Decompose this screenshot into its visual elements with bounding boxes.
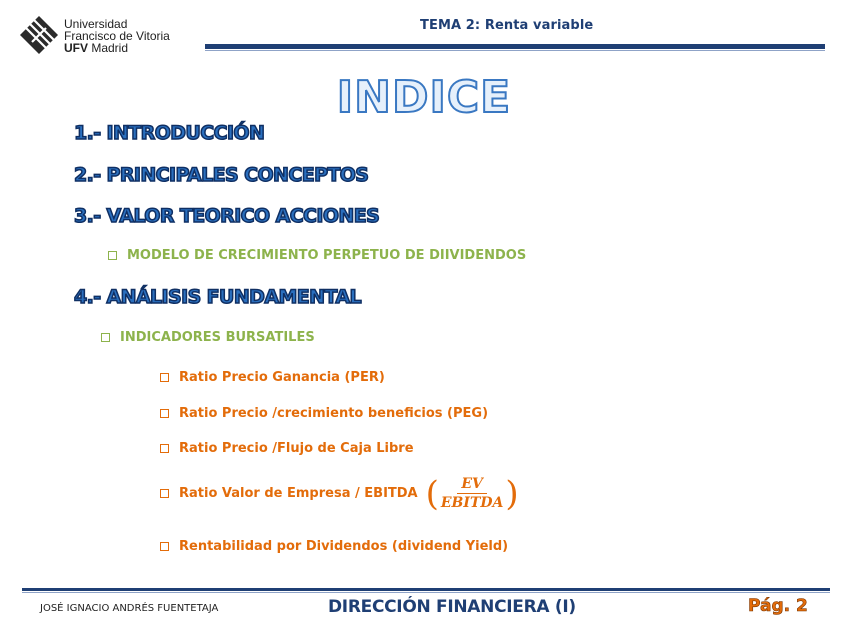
ratio-label: Ratio Valor de Empresa / EBITDA [179,486,418,501]
sub-item-modelo-crecimiento [108,248,526,263]
checkbox-bullet-icon [160,409,169,418]
ratio-dividend-yield [160,539,508,554]
section-introduccion: 1.- INTRODUCCIÓN [74,122,265,144]
formula-denominator: EBITDA [440,495,504,511]
page-number: Pág. 2 [748,596,808,616]
header-divider-thin [205,50,825,51]
sub-item-label: MODELO DE CRECIMIENTO PERPETUO DE DIIVIDENDOS [127,248,527,263]
ratio-label: Ratio Precio /crecimiento beneficios (PEG) [179,406,489,421]
ratio-label: Rentabilidad por Dividendos (dividend Yield) [179,539,509,554]
index-heading: INDICE [336,72,512,123]
section-valor-teorico: 3.- VALOR TEORICO ACCIONES [74,205,380,227]
ratio-ev-ebitda [160,473,519,514]
checkbox-bullet-icon [160,489,169,498]
checkbox-bullet-icon [108,251,117,260]
logo-madrid: Madrid [88,41,129,55]
footer-divider [22,588,830,591]
formula-open-paren: ( [425,473,439,514]
sub-item-label: INDICADORES BURSATILES [120,330,315,345]
logo-line-3 [64,42,170,54]
formula-fraction [439,476,505,511]
ratio-per [160,370,385,385]
ufv-emblem-icon [18,14,60,56]
ratio-peg [160,406,488,421]
sub-item-indicadores [101,330,315,345]
logo-ufv: UFV [64,41,88,55]
logo-line-1: Universidad [64,17,128,31]
logo-wordmark [64,18,170,54]
section-analisis-fundamental: 4.- ANÁLISIS FUNDAMENTAL [74,286,361,308]
formula-numerator: EV [457,476,487,494]
checkbox-bullet-icon [160,444,169,453]
formula-close-paren: ) [505,473,519,514]
ratio-flujo-caja [160,441,414,456]
slide-topic-title: TEMA 2: Renta variable [420,18,594,33]
checkbox-bullet-icon [160,373,169,382]
ratio-label: Ratio Precio Ganancia (PER) [179,370,385,385]
footer-divider-thin [22,592,830,593]
footer-course-title: DIRECCIÓN FINANCIERA (I) [328,597,576,617]
logo-line-2: Francisco de Vitoria [64,29,170,43]
section-principales-conceptos: 2.- PRINCIPALES CONCEPTOS [74,164,369,186]
ratio-label: Ratio Precio /Flujo de Caja Libre [179,441,414,456]
ev-ebitda-formula [425,473,519,514]
checkbox-bullet-icon [101,333,110,342]
footer-author: JOSÉ IGNACIO ANDRÉS FUENTETAJA [40,603,219,614]
header-divider [205,44,825,49]
checkbox-bullet-icon [160,542,169,551]
university-logo [18,14,198,56]
